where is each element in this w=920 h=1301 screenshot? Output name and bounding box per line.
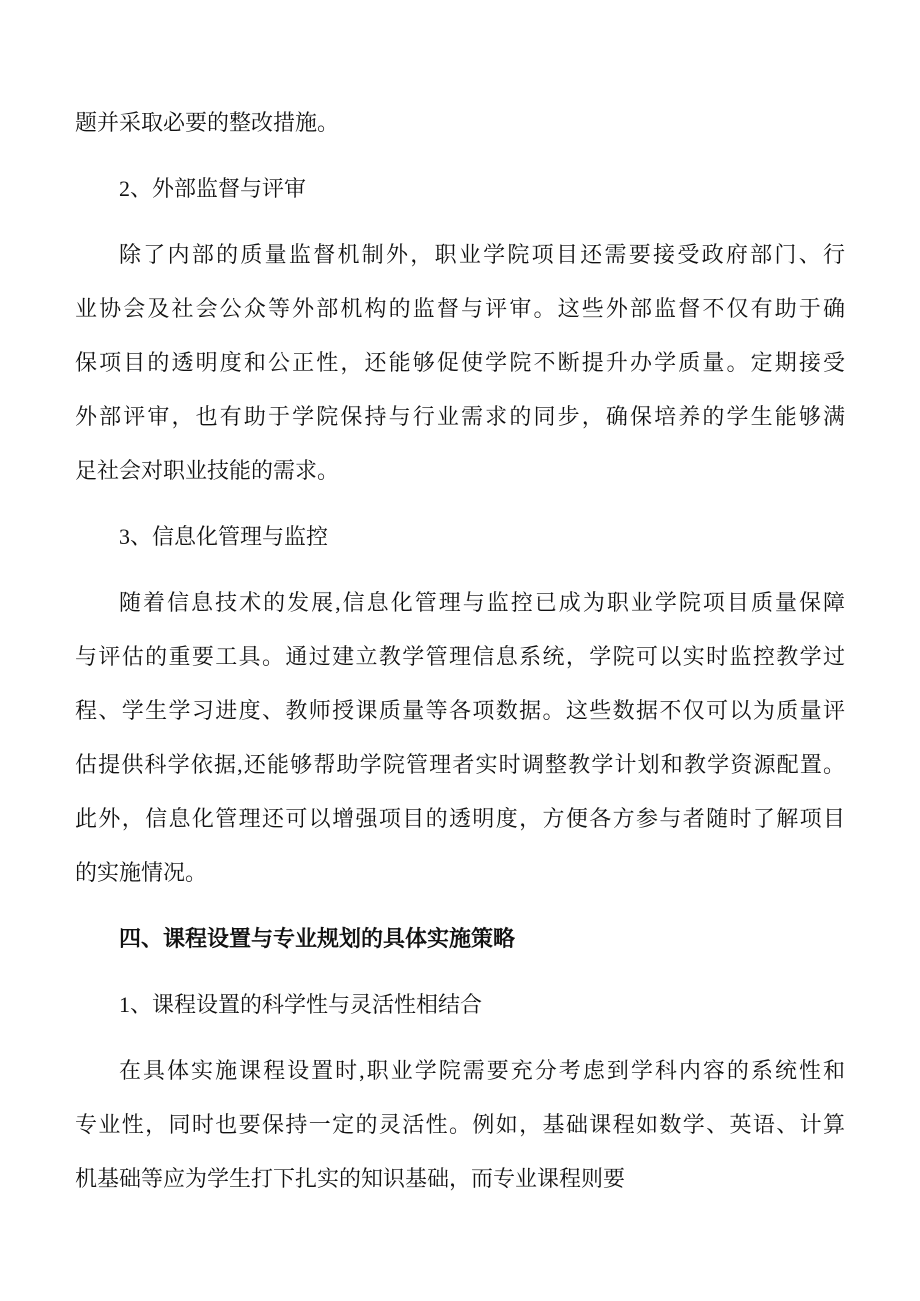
numbered-heading: 1、课程设置的科学性与灵活性相结合	[119, 992, 483, 1017]
paragraph-line: 专业性，同时也要保持一定的灵活性。例如，基础课程如数学、英语、计算	[75, 1112, 845, 1137]
paragraph-line: 机基础等应为学生打下扎实的知识基础，而专业课程则要	[75, 1166, 626, 1191]
paragraph-line: 随着信息技术的发展,信息化管理与监控已成为职业学院项目质量保障	[119, 590, 845, 615]
paragraph-line: 程、学生学习进度、教师授课质量等各项数据。这些数据不仅可以为质量评	[75, 698, 845, 723]
numbered-heading: 3、信息化管理与监控	[119, 524, 329, 549]
paragraph-line: 此外，信息化管理还可以增强项目的透明度，方便各方参与者随时了解项目	[75, 806, 845, 831]
paragraph-line: 的实施情况。	[75, 860, 208, 885]
paragraph-line: 保项目的透明度和公正性，还能够促使学院不断提升办学质量。定期接受	[75, 350, 845, 375]
numbered-heading: 2、外部监督与评审	[119, 176, 307, 201]
paragraph-line: 除了内部的质量监督机制外，职业学院项目还需要接受政府部门、行	[119, 242, 845, 267]
section-heading: 四、课程设置与专业规划的具体实施策略	[119, 926, 516, 951]
paragraph-line: 业协会及社会公众等外部机构的监督与评审。这些外部监督不仅有助于确	[75, 296, 845, 321]
paragraph-line: 与评估的重要工具。通过建立教学管理信息系统，学院可以实时监控教学过	[75, 644, 845, 669]
paragraph-continuation-line: 题并采取必要的整改措施。	[75, 110, 340, 135]
paragraph-line: 在具体实施课程设置时,职业学院需要充分考虑到学科内容的系统性和	[119, 1058, 845, 1083]
paragraph-line: 外部评审，也有助于学院保持与行业需求的同步，确保培养的学生能够满	[75, 404, 845, 429]
paragraph-line: 足社会对职业技能的需求。	[75, 458, 340, 483]
paragraph-line: 估提供科学依据,还能够帮助学院管理者实时调整教学计划和教学资源配置。	[75, 752, 845, 777]
